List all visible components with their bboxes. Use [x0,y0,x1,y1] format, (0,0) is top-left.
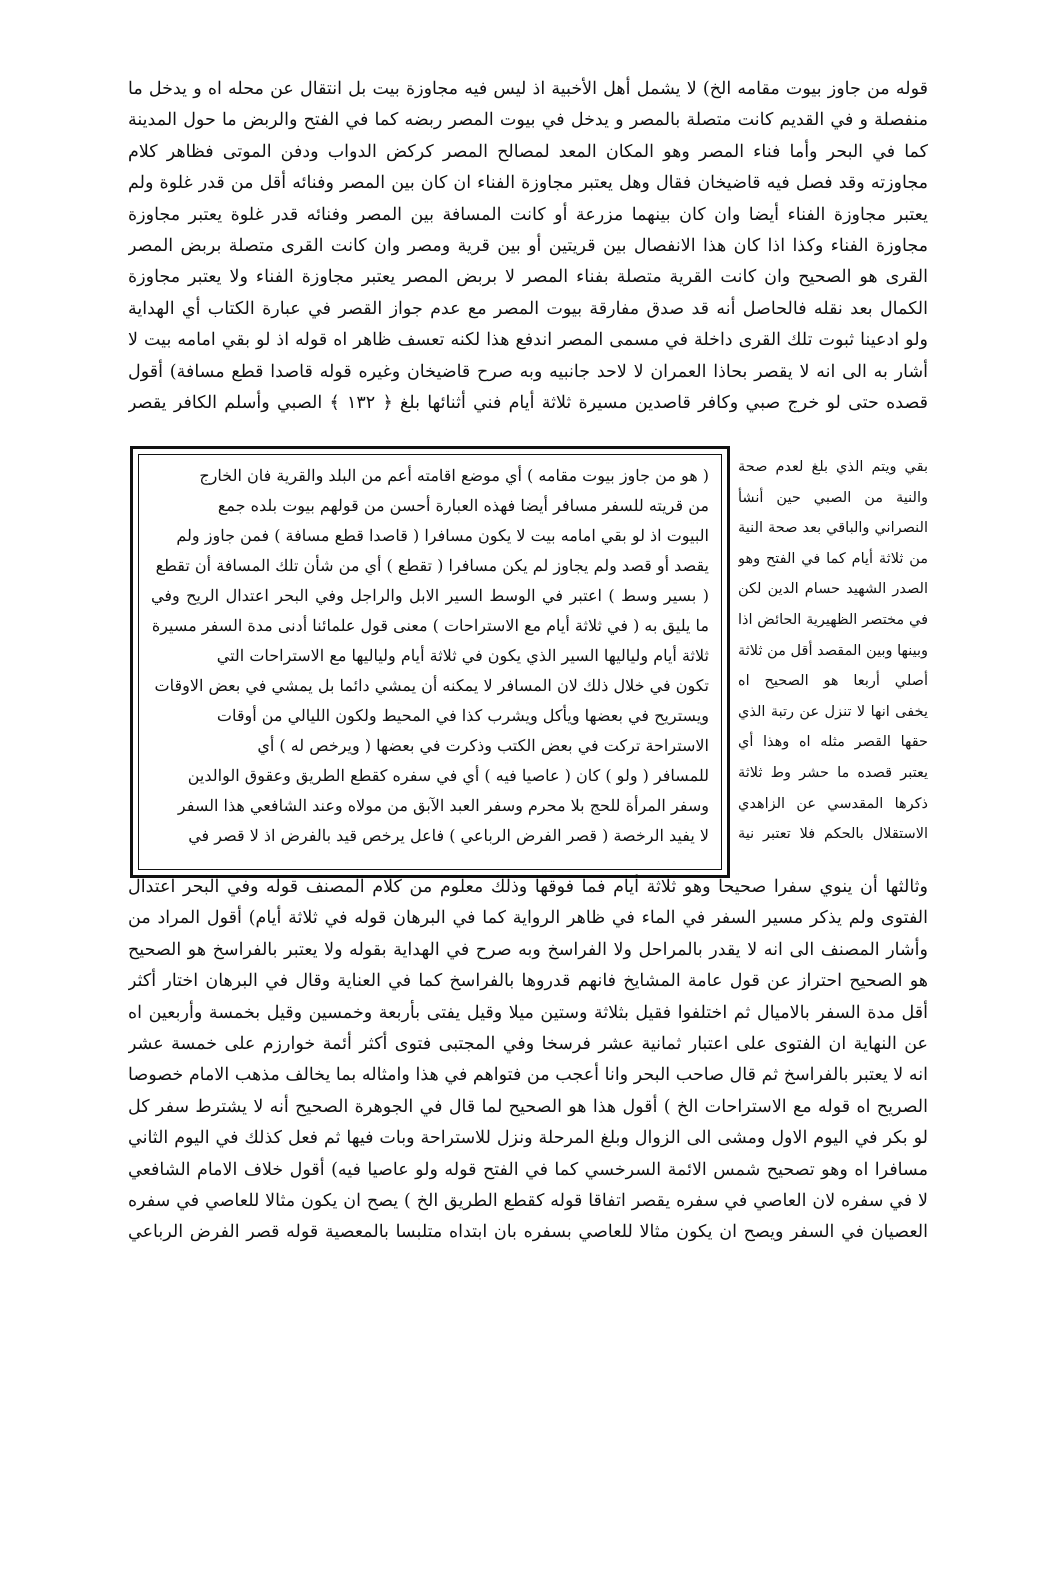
text-line: منفصلة و في القديم كانت متصلة بالمصر و يدخل في بيوت المصر ربضه كما في الفتح والربض ما حول المدينة [128,110,928,131]
text-line: مجاوزته وقد فصل فيه قاضيخان فقال وهل يعتبر مجاوزة الفناء ان كان بين المصر وفنائه أقل من قدر غلوة ولم [128,173,928,194]
text-line: أقل مدة السفر بالاميال ثم اختلفوا فقيل بثلاثة وستين ميلا وقيل يفتى بأربعة وخمسين وقيل بخمسة وأربعين اه [128,1002,928,1023]
text-line: الصريح اه قوله مع الاستراحات الخ ) أقول هذا هو الصحيح لما قال في الجوهرة الصحيح أنه لا يشترط سفر كل [128,1096,928,1117]
commentary-top [128,74,928,419]
side-line: ذكرها المقدسي عن الزاهدي [738,795,928,812]
text-line: الفتوى ولم يذكر مسير السفر في الماء في ظاهر الرواية كما في البرهان قوله في ثلاثة أيام) أقول المراد من [128,908,928,929]
text-line: العصيان في السفر ويصح ان يكون مثالا للعاصي بسفره بان ابتداه متلبسا بالمعصية قوله قصر الفرض الرباعي [128,1222,928,1243]
matn-box [130,446,730,878]
matn-line: لا يفيد الرخصة ( قصر الفرض الرباعي ) فاعل يرخص قيد بالفرض اذ لا قصر في [188,826,709,845]
text-line: الكمال بعد نقله فالحاصل أنه قد صدق مفارقة بيوت المصر مع عدم جواز القصر في عبارة الكتاب أي الهداية [128,298,928,319]
side-line: من ثلاثة أيام كما في الفتح وهو [738,550,928,567]
side-line: يخفى انها لا تنزل عن رتبة الذي [738,703,928,720]
text-line: مجاوزة الفناء وكذا اذا كان هذا الانفصال بين قريتين أو بين قرية ومصر وان كانت القرى متصلة بربض المصر [128,235,928,256]
text-line: انه لا يعتبر بالفراسخ ثم قال صاحب البحر وانا أعجب من فتواهم في هذا وامثاله بما يخالف مذهب الامام خصوصا [128,1065,928,1086]
text-line: أشار به الى انه لا يقصر بحاذا العمران لا لاحد جانبيه وبه صرح قاضيخان وغيره قوله قاصدا قطع مسافة) أقول [128,361,928,382]
matn-line: ما يليق به ( في ثلاثة أيام مع الاستراحات ) معنى قول علمائنا أدنى مدة السفر مسيرة [151,616,709,635]
commentary-side [738,452,928,850]
matn-line: البيوت اذ لو بقي امامه بيت لا يكون مسافرا ( قاصدا قطع مسافة ) فمن جاوز ولم [176,526,709,545]
text-line: مسافرا اه وهو تصحيح شمس الائمة السرخسي كما في الفتح قوله ولو عاصيا فيه) أقول خلاف الامام الشافعي [128,1159,928,1180]
side-line: يعتبر قصده ما حشر وط ثلاثة [738,764,928,781]
text-line: لو بكر في اليوم الاول ومشى الى الزوال وبلغ المرحلة ونزل للاستراحة وبات فيها ثم فعل كذلك في اليوم الثاني [128,1128,928,1149]
text-line: قوله من جاوز بيوت مقامه الخ) لا يشمل أهل الأخبية اذ ليس فيه مجاوزة بيت بل انتقال عن محله اه و يدخل ما [128,79,928,99]
side-line: وبينها وبين المقصد أقل من ثلاثة [738,642,928,659]
side-line: حقها القصر مثله اه وهذا أي [738,734,928,751]
text-line: هو الصحيح احتراز عن قول عامة المشايخ فانهم قدروها بالفراسخ كما في العناية وقال في البرهان اختار أكثر [128,971,928,992]
matn-line: من قريته للسفر مسافر أيضا فهذه العبارة أحسن من قولهم بيوت بلده جمع [217,496,709,515]
side-line: والنية من الصبي حين أنشأ [738,489,928,506]
matn-inner-border [138,454,722,870]
side-line: النصراني والباقي بعد صحة النية [738,520,928,537]
matn-line: وسفر المرأة للحج بلا محرم وسفر العبد الآبق من مولاه وعند الشافعي هذا السفر [177,796,709,815]
text-line: ولو ادعينا ثبوت تلك القرى داخلة في مسمى المصر اندفع هذا لكنه تعسف ظاهر اه قوله اذ لو بقي امامه بيت لا [128,330,928,351]
side-line: أصلي أربعا هو الصحيح اه [738,673,928,690]
text-line: قصده حتى لو خرج صبي وكافر قاصدين مسيرة ثلاثة أيام فني أثنائها بلغ ﴿ ١٣٢ ﴾ الصبي وأسلم الكافر يقصر [128,392,928,413]
text-line: لا في سفره لان العاصي في سفره يقصر اتفاقا قوله كقطع الطريق الخ ) يصح ان يكون مثالا للعاصي في سفره [128,1190,928,1211]
side-line: بقي ويتم الذي بلغ لعدم صحة [738,459,928,475]
side-line: الصدر الشهيد حسام الدين لكن [738,581,928,598]
text-line: وثالثها أن ينوي سفرا صحيحا وهو ثلاثة أيام فما فوقها وذلك معلوم من كلام المصنف قوله وفي البحر اعتدال [128,877,928,897]
text-line: يعتبر مجاوزة الفناء أيضا وان كان بينهما مزرعة أو كانت المسافة بين المصر وفنائه قدر غلوة يعتبر مجاوزة [128,204,928,225]
matn-line: تكون في خلال ذلك لان المسافر لا يمكنه أن يمشي دائما بل يمشي في بعض الاوقات [154,676,709,695]
text-line: وأشار المصنف الى انه لا يقدر بالمراحل ولا الفراسخ وبه صرح في الهداية بقوله ولا يعتبر بالفراسخ هو الصحيح [128,939,928,960]
side-line: في مختصر الظهيرية الحائض اذا [738,611,928,628]
commentary-bottom [128,872,928,1249]
matn-text [151,461,709,851]
matn-line: ثلاثة أيام ولياليها السير الذي يكون في ثلاثة أيام ولياليها مع الاستراحات التي [216,646,709,665]
text-line: كما في البحر وأما فناء المصر وهو المكان المعد لمصالح المصر كركض الدواب ودفن الموتى فظاهر كلام [128,141,928,162]
text-line: عن النهاية ان الفتوى على اعتبار ثمانية عشر فرسخا وفي المجتبى فتوى أكثر أئمة خوارزم على خمسة عشر [128,1033,928,1054]
matn-line: ( بسير وسط ) اعتبر في الوسط السير الابل والراجل وفي البحر اعتدال الريح وفي [151,586,709,605]
matn-line: الاستراحة تركت في بعض الكتب وذكرت في بعضها ( ويرخص له ) أي [257,736,709,755]
matn-line: يقصد أو قصد ولم يجاوز لم يكن مسافرا ( تقطع ) أي من شأن تلك المسافة أن تقطع [155,556,709,575]
matn-line: ( هو من جاوز بيوت مقامه ) أي موضع اقامته أعم من البلد والقرية فان الخارج [199,466,709,485]
side-line: الاستقلال بالحكم فلا تعتبر نية [738,826,928,843]
matn-line: ويستريح في بعضها ويأكل ويشرب كذا في المحيط ولكون الليالي من أوقات [216,706,709,725]
text-line: القرى هو الصحيح وان كانت القرية متصلة بفناء المصر لا بربض المصر يعتبر مجاوزة الفناء ولا يعتبر مجاوزة [128,267,928,288]
matn-line: للمسافر ( ولو ) كان ( عاصيا فيه ) أي في سفره كقطع الطريق وعقوق الوالدين [187,766,709,785]
